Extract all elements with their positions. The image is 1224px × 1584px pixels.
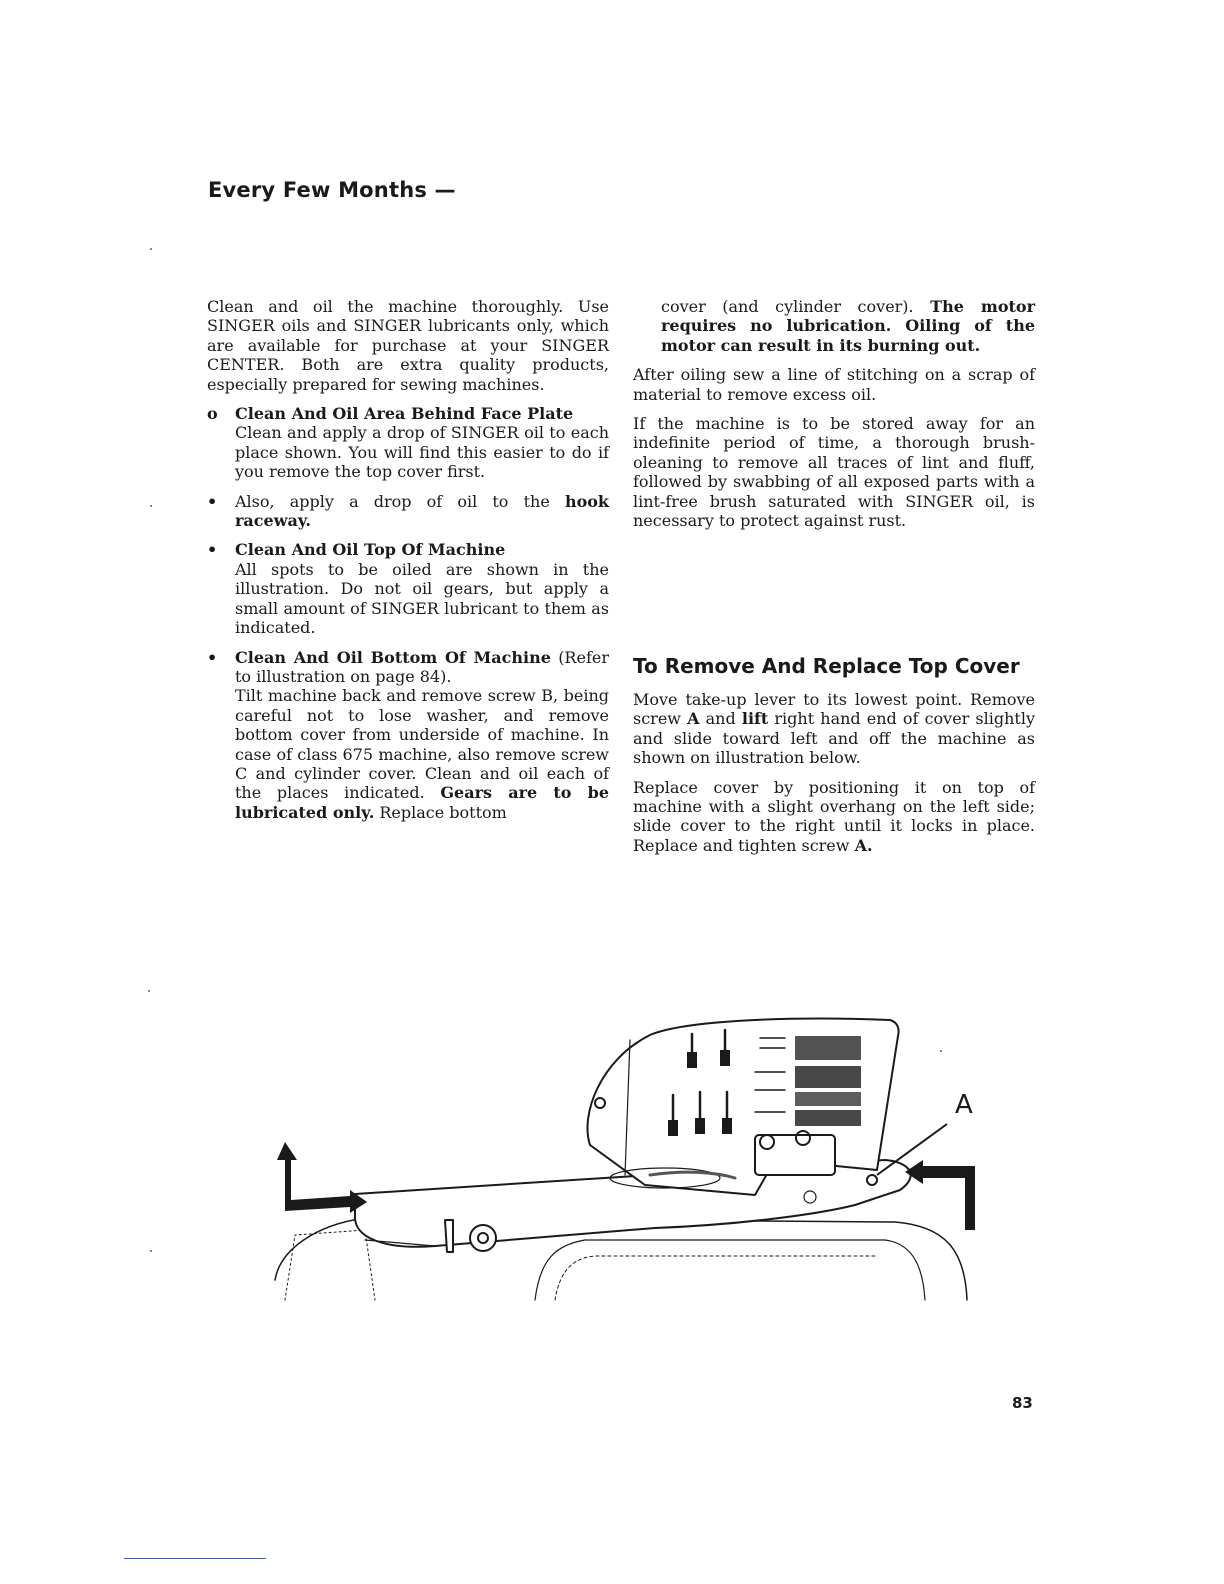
remove-cover-paragraph: [633, 690, 1035, 768]
intro-paragraph: Clean and oil the machine thoroughly. Use SINGER oils and SINGER lubricants only, which are available for purchase at your SINGER CENTER. Both are extra quality products, especially prepared for sewing machines.: [207, 297, 609, 394]
lift-label: lift: [741, 709, 769, 729]
motor-warning: The motor requires no lubrication. Oiling of the motor can result in its burning out.: [661, 297, 1035, 355]
screw-a-label: A: [687, 709, 700, 729]
bullet-icon: •: [207, 540, 218, 560]
item-bold-text: hook raceway.: [235, 491, 609, 531]
continuation-paragraph: [633, 297, 1035, 355]
label-a: A: [955, 1090, 973, 1120]
item-text: Clean and apply a drop of SINGER oil to each place shown. You will find this easier to do if you remove the top cover first.: [235, 423, 609, 482]
storage-paragraph: If the machine is to be stored away for an indefinite period of time, a thorough brush-oleaning to remove all traces of lint and fluff, followed by swabbing of all exposed parts with a lint-free brush saturated with SINGER oil, is necessary to protect against rust.: [633, 414, 1035, 531]
screw-a-label-end: A.: [854, 835, 873, 855]
bullet-icon: o: [207, 404, 218, 424]
footer-rule: [124, 1558, 266, 1559]
item-text: All spots to be oiled are shown in the illustration. Do not oil gears, but apply a small amount of SINGER lubricant to them as indicated.: [235, 559, 609, 638]
bobbin-plate: [755, 1135, 835, 1175]
scan-speck: [150, 248, 152, 250]
item-text-end: Replace bottom: [374, 802, 507, 822]
machine-front: [535, 1240, 925, 1300]
remove-text-start: Move take-up lever to its lowest point. Remove screw: [633, 690, 1035, 729]
item-title: Clean And Oil Bottom Of Machine: [235, 647, 551, 667]
bullet-icon: •: [207, 491, 218, 511]
remove-text-mid: and: [699, 709, 742, 729]
right-arrow: [905, 1160, 975, 1230]
item-title-suffix: (Refer to illustration on page 84).: [235, 647, 609, 686]
item-text: Also, apply a drop of oil to the: [235, 491, 565, 511]
scan-speck: [148, 990, 150, 992]
hand-knob: [470, 1225, 496, 1251]
left-arrow: [277, 1142, 367, 1213]
page-number: 83: [1012, 1394, 1033, 1412]
left-column: [207, 297, 609, 832]
top-cover-section: [633, 690, 1035, 865]
after-oiling-paragraph: After oiling sew a line of stitching on a scrap of material to remove excess oil.: [633, 365, 1035, 404]
bullet-icon: •: [207, 647, 218, 667]
section-title: To Remove And Replace Top Cover: [633, 654, 1020, 678]
replace-cover-paragraph: [633, 778, 1035, 856]
continuation-text: cover (and cylinder cover).: [661, 297, 931, 316]
top-cover-illustration: [255, 1000, 995, 1310]
list-item-bottom-of-machine: [207, 648, 609, 823]
item-title: Clean And Oil Top Of Machine: [235, 540, 506, 560]
right-column: [633, 297, 1035, 540]
replace-text-start: Replace cover by positioning it on top of machine with a slight overhang on the left side; slide cover to the right until it locks in place. Replace and tighten screw: [633, 777, 1035, 855]
scan-speck: [940, 1050, 942, 1052]
list-item-top-of-machine: [207, 540, 609, 637]
scan-speck: [150, 505, 152, 507]
page-title: Every Few Months —: [208, 178, 456, 202]
take-up-lever: [445, 1220, 453, 1252]
scan-speck: [150, 1250, 152, 1252]
remove-text-end: right hand end of cover slightly and slide toward left and off the machine as shown on illustration below.: [633, 709, 1036, 768]
list-item-face-plate: [207, 404, 609, 482]
item-bold-text: Gears are to be lubricated only.: [235, 783, 610, 822]
list-item-hook-raceway: [207, 492, 609, 531]
item-text: Tilt machine back and remove screw B, being careful not to lose washer, and remove bottom cover from underside of machine. In case of class 675 machine, also remove screw C and cylinder cover. Clean and oil each of the places indicated.: [235, 686, 609, 803]
item-title: Clean And Oil Area Behind Face Plate: [235, 404, 574, 424]
